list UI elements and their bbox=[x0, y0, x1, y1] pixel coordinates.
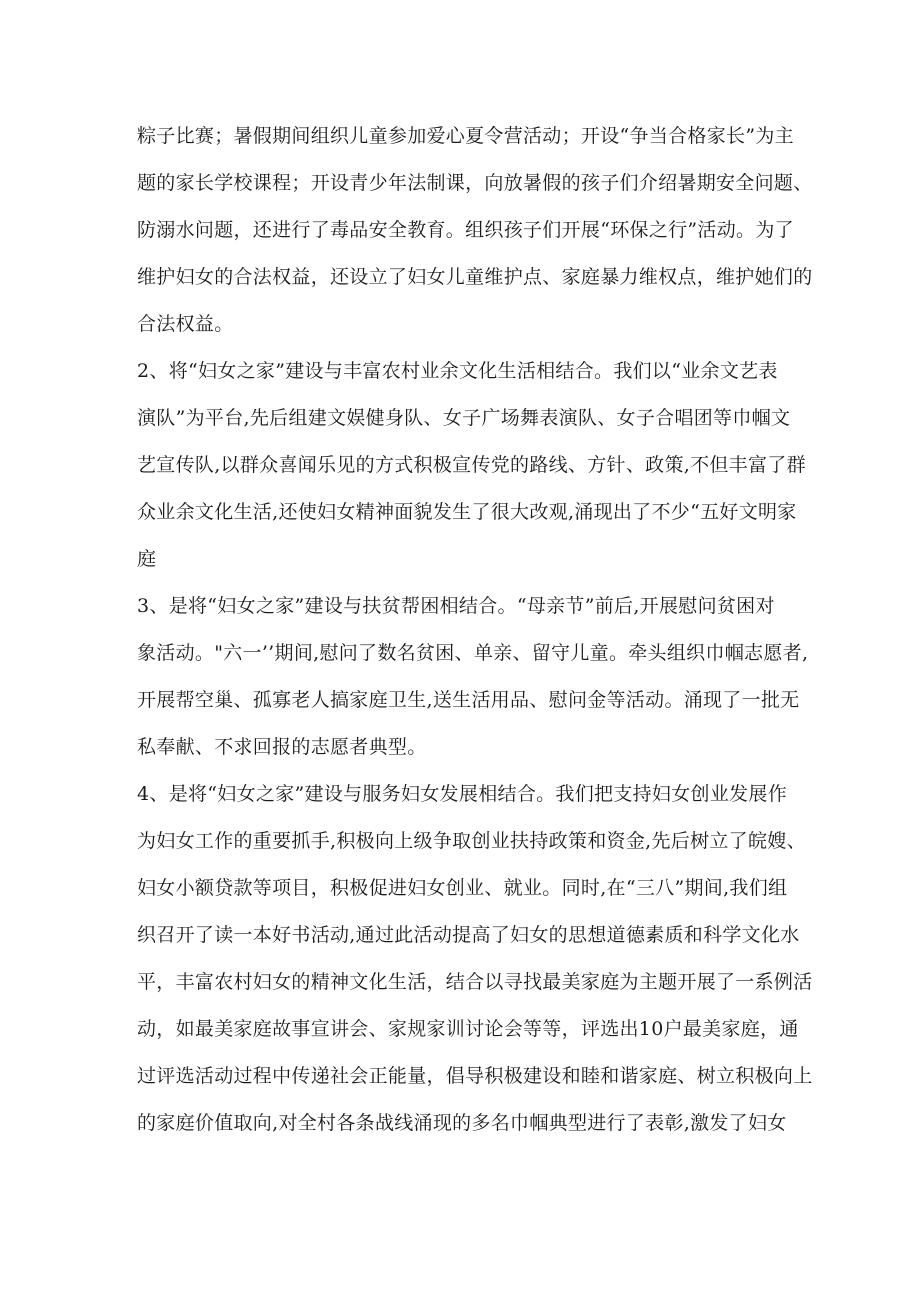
text-line: 动，如最美家庭故事宣讲会、家规家训讨论会等等，评选出10户最美家庭，通 bbox=[137, 1018, 799, 1040]
text-line: 开展帮空巢、孤寡老人搞家庭卫生,送生活用品、慰问金等活动。涌现了一批无 bbox=[137, 689, 800, 711]
text-line: 的家庭价值取向,对全村各条战线涌现的多名巾帼典型进行了表彰,激发了妇女 bbox=[137, 1112, 787, 1134]
text-line: 过评选活动过程中传递社会正能量，倡导积极建设和睦和谐家庭、树立积极向上 bbox=[137, 1065, 813, 1087]
text-line: 艺宣传队,以群众喜闻乐见的方式积极宣传党的路线、方针、政策,不但丰富了群 bbox=[137, 454, 806, 476]
text-line: 4、是将“妇女之家”建设与服务妇女发展相结合。我们把支持妇女创业发展作 bbox=[137, 783, 788, 805]
text-line: 平，丰富农村妇女的精神文化生活，结合以寻找最美家庭为主题开展了一系例活 bbox=[137, 971, 813, 993]
text-line: 粽子比赛；暑假期间组织儿童参加爱心夏令营活动；开设“争当合格家长”为主 bbox=[137, 125, 794, 147]
text-line: 维护妇女的合法权益，还设立了妇女儿童维护点、家庭暴力维权点，维护她们的 bbox=[137, 266, 813, 288]
text-line: 3、是将“妇女之家”建设与扶贫帮困相结合。“母亲节”前后,开展慰问贫困对 bbox=[137, 595, 775, 617]
document-body bbox=[137, 113, 827, 1147]
text-line: 为妇女工作的重要抓手,积极向上级争取创业扶持政策和资金,先后树立了皖嫂、 bbox=[137, 830, 806, 852]
text-line: 题的家长学校课程；开设青少年法制课，向放暑假的孩子们介绍暑期安全问题、 bbox=[137, 172, 813, 194]
text-line: 演队”为平台,先后组建文娱健身队、女子广场舞表演队、女子合唱团等巾帼文 bbox=[137, 407, 791, 429]
text-line: 2、将“妇女之家”建设与丰富农村业余文化生活相结合。我们以“业余文艺表 bbox=[137, 360, 778, 382]
text-line: 妇女小额贷款等项目，积极促进妇女创业、就业。同时,在“三八”期间,我们组 bbox=[137, 877, 788, 899]
text-line: 私奉献、不求回报的志愿者典型。 bbox=[137, 736, 427, 758]
text-line: 织召开了读一本好书活动,通过此活动提高了妇女的思想道德素质和科学文化水 bbox=[137, 924, 800, 946]
text-line: 象活动。"六一’’期间,慰问了数名贫困、单亲、留守儿童。牵头组织巾帼志愿者, bbox=[137, 642, 809, 664]
text-line: 防溺水问题，还进行了毒品安全教育。组织孩子们开展“环保之行”活动。为了 bbox=[137, 219, 794, 241]
text-line: 庭 bbox=[137, 548, 157, 570]
text-line: 众业余文化生活,还使妇女精神面貌发生了很大改观,涌现出了不少“五好文明家 bbox=[137, 501, 797, 523]
text-line: 合法权益。 bbox=[137, 313, 234, 335]
